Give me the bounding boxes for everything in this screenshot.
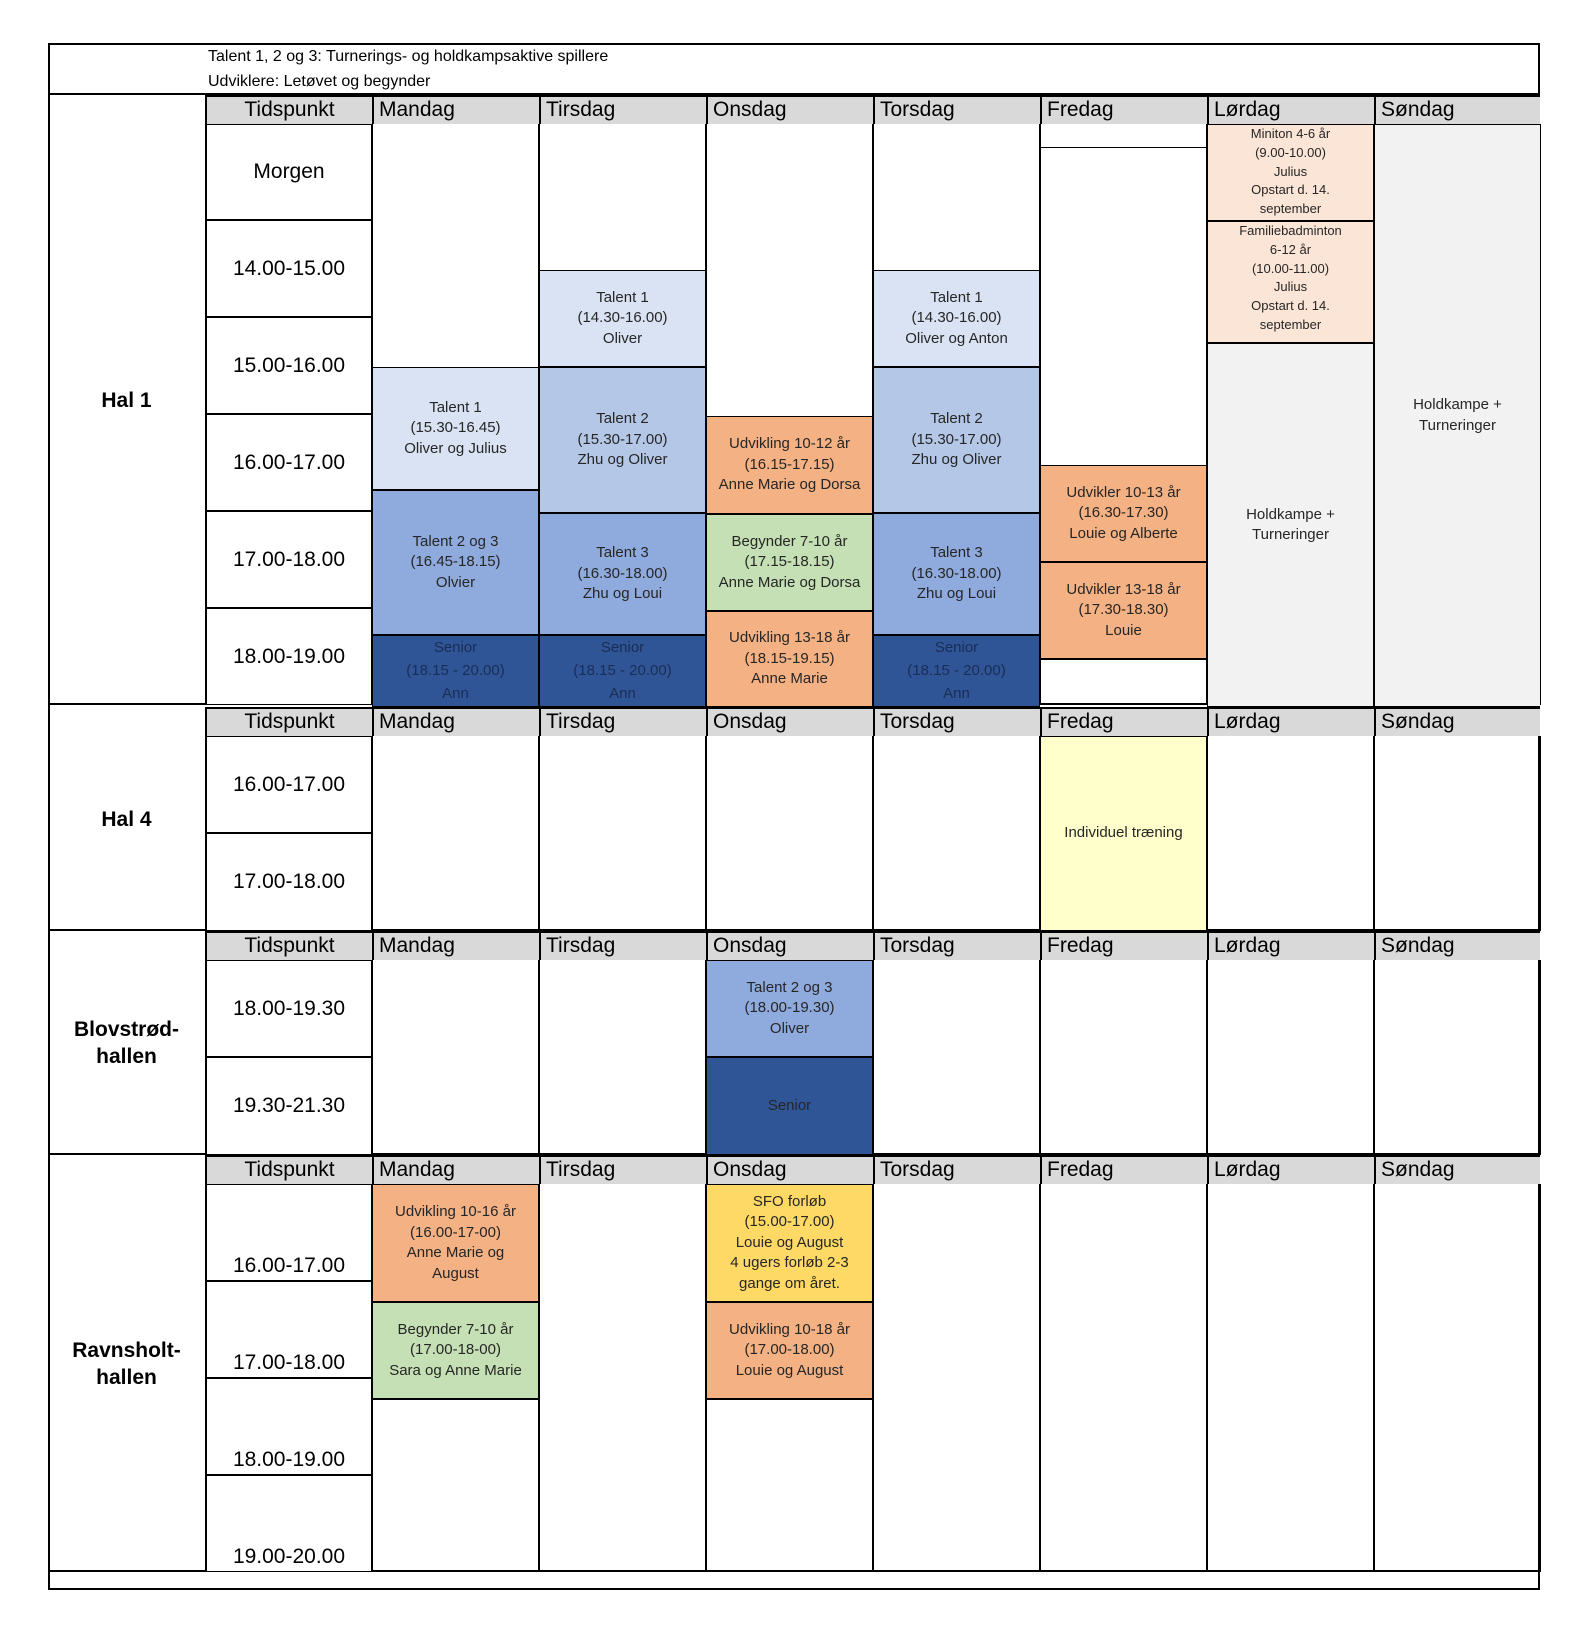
column-header-onsdag: Onsdag — [706, 931, 873, 960]
day-divider — [1373, 736, 1375, 931]
event-text-line: Udvikling 13-18 år — [729, 629, 850, 647]
hall-name — [48, 931, 205, 1155]
event-text-line: Anne Marie og — [406, 1244, 505, 1261]
event-text-line: (15.00-17.00) — [744, 1213, 835, 1231]
day-divider — [1539, 1184, 1541, 1572]
day-divider — [1039, 1184, 1041, 1572]
event-text-line: Talent 3 — [930, 544, 983, 562]
event-text-line: Udvikling 10-12 år — [729, 435, 850, 453]
day-divider — [1206, 1184, 1208, 1572]
hall-name-line: Blovstrød- — [74, 1018, 179, 1041]
event-block — [873, 367, 1040, 513]
event-text-line: (16.30-17.30) — [1078, 504, 1169, 522]
legend-line-1: Talent 1, 2 og 3: Turnerings- og holdkampsaktive spillere — [208, 48, 609, 65]
event-text-line: 4 ugers forløb 2-3 — [730, 1254, 849, 1272]
column-header-onsdag: Onsdag — [706, 1155, 873, 1184]
event-text-line: (17.00-18.00) — [744, 1341, 835, 1359]
event-block — [706, 1302, 873, 1399]
column-header-mandag: Mandag — [372, 707, 539, 736]
event-text-line: Oliver — [769, 1019, 810, 1037]
column-header-lørdag: Lørdag — [1207, 707, 1374, 736]
event-text-line: Louie — [1105, 621, 1142, 639]
column-header-lørdag: Lørdag — [1207, 931, 1374, 960]
event-block — [706, 611, 873, 707]
hall-name-line: hallen — [96, 1365, 157, 1389]
column-header-lørdag: Lørdag — [1207, 1155, 1374, 1184]
event-block — [539, 270, 706, 367]
event-text-line: (14.30-16.00) — [911, 309, 1002, 327]
event-block — [372, 635, 539, 707]
time-slot: 17.00-18.00 — [205, 1281, 372, 1378]
legend-line-2: Udviklere: Letøvet og begynder — [208, 73, 431, 90]
column-header-tidspunkt: Tidspunkt — [205, 1155, 372, 1184]
event-text-line: Holdkampe + — [1246, 505, 1335, 523]
event-text-line: Talent 1 — [429, 398, 482, 416]
event-text-line: Udvikler 10-13 år — [1066, 483, 1181, 501]
time-slot: 19.30-21.30 — [205, 1057, 372, 1155]
event-text-line: Begynder 7-10 år — [397, 1320, 514, 1338]
event-text-line: Opstart d. 14. — [1251, 182, 1330, 198]
event-text-line: Talent 3 — [596, 544, 649, 562]
event-text-line: Anne Marie — [751, 670, 828, 688]
event-text-line: SFO forløb — [752, 1192, 827, 1210]
event-text-line: Zhu og Oliver — [577, 451, 668, 469]
column-header-tirsdag: Tirsdag — [539, 1155, 706, 1184]
event-text-line: Louie og Alberte — [1069, 524, 1178, 542]
column-header-mandag: Mandag — [372, 1155, 539, 1184]
time-slot: Morgen — [205, 124, 372, 220]
event-text-line: Talent 2 og 3 — [746, 978, 833, 996]
event-block — [539, 513, 706, 635]
event-text-line: (9.00-10.00) — [1255, 144, 1326, 160]
column-header-torsdag: Torsdag — [873, 1155, 1040, 1184]
event-text-line: Talent 2 og 3 — [412, 532, 499, 550]
time-slot: 16.00-17.00 — [205, 736, 372, 833]
hall-name — [48, 1155, 205, 1572]
column-header-fredag: Fredag — [1040, 95, 1207, 124]
event-text-line: Ann — [609, 685, 636, 702]
event-text-line: Zhu og Loui — [582, 585, 663, 603]
event-text-line: gange om året. — [739, 1274, 840, 1292]
event-block — [539, 367, 706, 513]
event-text-line: Udvikling 10-16 år — [395, 1203, 516, 1220]
event-text-line: Udvikling 10-18 år — [729, 1320, 850, 1338]
day-divider — [538, 736, 540, 931]
event-text-line: Begynder 7-10 år — [731, 532, 848, 550]
event-text-line: (16.00-17-00) — [410, 1223, 501, 1241]
event-text-line: Udvikler 13-18 år — [1066, 580, 1181, 598]
time-slot: 17.00-18.00 — [205, 511, 372, 608]
event-text-line: Zhu og Oliver — [911, 451, 1002, 469]
hall-name — [48, 95, 205, 705]
time-slot: 14.00-15.00 — [205, 220, 372, 317]
event-block — [873, 270, 1040, 367]
column-header-fredag: Fredag — [1040, 1155, 1207, 1184]
event-text-line: (10.00-11.00) — [1251, 260, 1330, 276]
event-text-line: (16.15-17.15) — [744, 455, 835, 473]
day-divider — [538, 960, 540, 1155]
column-header-mandag: Mandag — [372, 95, 539, 124]
event-block — [372, 490, 539, 635]
fredag-morning-gap — [1040, 124, 1207, 148]
time-slot: 18.00-19.00 — [205, 1378, 372, 1475]
event-text-line: (18.15 - 20.00) — [406, 662, 505, 679]
event-text-line: (15.30-17.00) — [911, 430, 1002, 448]
event-block — [1040, 465, 1207, 562]
event-text-line: Opstart d. 14. — [1251, 298, 1330, 314]
row-line — [372, 1399, 539, 1400]
day-divider — [1373, 960, 1375, 1155]
day-divider — [1373, 1184, 1375, 1572]
event-text-line: Senior — [934, 639, 979, 656]
column-header-fredag: Fredag — [1040, 931, 1207, 960]
column-header-søndag: Søndag — [1374, 1155, 1540, 1184]
event-block — [1040, 562, 1207, 659]
column-header-søndag: Søndag — [1374, 95, 1540, 124]
day-divider — [1039, 960, 1041, 1155]
event-block — [706, 960, 873, 1057]
event-text-line: (14.30-16.00) — [577, 309, 668, 327]
column-header-onsdag: Onsdag — [706, 707, 873, 736]
event-text-line: (18.15-19.15) — [744, 649, 835, 667]
event-text-line: Miniton 4-6 år — [1250, 126, 1331, 141]
column-header-tidspunkt: Tidspunkt — [205, 95, 372, 124]
event-text-line: 6-12 år — [1269, 241, 1312, 257]
event-text-line: (17.15-18.15) — [744, 553, 835, 571]
event-text-line: Louie og August — [735, 1233, 844, 1251]
column-header-fredag: Fredag — [1040, 707, 1207, 736]
column-header-torsdag: Torsdag — [873, 95, 1040, 124]
event-text-line: Familiebadminton — [1239, 223, 1342, 238]
column-header-torsdag: Torsdag — [873, 931, 1040, 960]
event-text-line: Talent 1 — [596, 288, 649, 306]
event-block — [372, 367, 539, 490]
event-text-line: Zhu og Loui — [916, 585, 997, 603]
event-text-line: Talent 2 — [596, 410, 649, 428]
column-header-søndag: Søndag — [1374, 931, 1540, 960]
event-text-line: (15.30-17.00) — [577, 430, 668, 448]
time-slot: 15.00-16.00 — [205, 317, 372, 414]
column-header-tirsdag: Tirsdag — [539, 707, 706, 736]
time-slot: 18.00-19.30 — [205, 960, 372, 1057]
event-block — [1040, 736, 1207, 931]
event-text-line: (16.30-18.00) — [577, 564, 668, 582]
event-text-line: Ann — [943, 685, 970, 702]
event-text-line: (16.30-18.00) — [911, 564, 1002, 582]
day-divider — [872, 736, 874, 931]
event-block — [372, 1184, 539, 1302]
row-line — [706, 1399, 873, 1400]
event-text-line: (18.15 - 20.00) — [573, 662, 672, 679]
event-block — [706, 1184, 873, 1302]
column-header-søndag: Søndag — [1374, 707, 1540, 736]
event-text-line: (17.00-18-00) — [410, 1341, 501, 1359]
day-divider — [1206, 960, 1208, 1155]
column-header-lørdag: Lørdag — [1207, 95, 1374, 124]
time-slot: 17.00-18.00 — [205, 833, 372, 931]
column-header-torsdag: Torsdag — [873, 707, 1040, 736]
event-block — [706, 514, 873, 611]
event-block — [539, 635, 706, 707]
column-header-onsdag: Onsdag — [706, 95, 873, 124]
event-block — [1207, 221, 1374, 343]
event-block — [372, 1302, 539, 1399]
event-text-line: Anne Marie og Dorsa — [718, 573, 861, 591]
event-text-line: Sara og Anne Marie — [389, 1361, 522, 1379]
event-text-line: Oliver og Julius — [404, 439, 507, 457]
event-text-line: Anne Marie og Dorsa — [718, 476, 861, 494]
event-block — [873, 513, 1040, 635]
event-text-line: Ann — [442, 685, 469, 702]
time-slot: 18.00-19.00 — [205, 608, 372, 705]
event-text-line: Turneringer — [1252, 526, 1329, 543]
event-text-line: (18.00-19.30) — [744, 999, 835, 1017]
time-slot: 16.00-17.00 — [205, 414, 372, 511]
hall-name-line: Hal 4 — [101, 807, 152, 831]
event-block — [1374, 124, 1540, 707]
event-text-line: september — [1259, 316, 1322, 332]
event-text-line: (16.45-18.15) — [410, 553, 501, 571]
hall-name-line: Ravnsholt- — [72, 1338, 181, 1362]
day-divider — [705, 736, 707, 931]
event-text-line: Individuel træning — [1064, 824, 1183, 842]
time-slot: 19.00-20.00 — [205, 1475, 372, 1572]
event-block — [706, 416, 873, 514]
hall-name-line: hallen — [96, 1045, 157, 1068]
column-header-tirsdag: Tirsdag — [539, 931, 706, 960]
event-text-line: Oliver — [602, 329, 643, 347]
column-header-tidspunkt: Tidspunkt — [205, 707, 372, 736]
event-text-line: Louie og August — [735, 1361, 844, 1379]
column-header-tidspunkt: Tidspunkt — [205, 931, 372, 960]
event-text-line: Senior — [767, 1096, 812, 1114]
hall-name — [48, 707, 205, 931]
event-block — [1207, 343, 1374, 707]
day-divider — [1539, 736, 1541, 931]
event-text-line: Julius — [1273, 279, 1308, 295]
event-block — [873, 635, 1040, 707]
event-text-line: Senior — [433, 639, 478, 656]
event-text-line: Holdkampe + — [1413, 396, 1502, 413]
event-block — [706, 1057, 873, 1155]
event-text-line: Talent 1 — [930, 288, 983, 306]
hall-name-line: Hal 1 — [101, 388, 152, 412]
event-text-line: Olvier — [435, 573, 476, 591]
event-text-line: Julius — [1273, 163, 1308, 179]
fredag-bottom-line — [1040, 659, 1207, 660]
event-text-line: (18.15 - 20.00) — [907, 662, 1006, 679]
event-text-line: August — [432, 1264, 479, 1282]
event-text-line: Oliver og Anton — [905, 329, 1008, 347]
column-header-mandag: Mandag — [372, 931, 539, 960]
event-text-line: september — [1259, 201, 1322, 217]
event-text-line: Talent 2 — [930, 410, 983, 428]
event-text-line: (17.30-18.30) — [1078, 601, 1169, 619]
event-text-line: Turneringer — [1419, 416, 1496, 434]
day-divider — [1539, 960, 1541, 1155]
event-text-line: Senior — [600, 639, 645, 656]
event-text-line: (15.30-16.45) — [410, 419, 501, 437]
event-block — [1207, 124, 1374, 221]
column-header-tirsdag: Tirsdag — [539, 95, 706, 124]
time-slot: 16.00-17.00 — [205, 1184, 372, 1281]
legend-box — [48, 43, 1540, 95]
